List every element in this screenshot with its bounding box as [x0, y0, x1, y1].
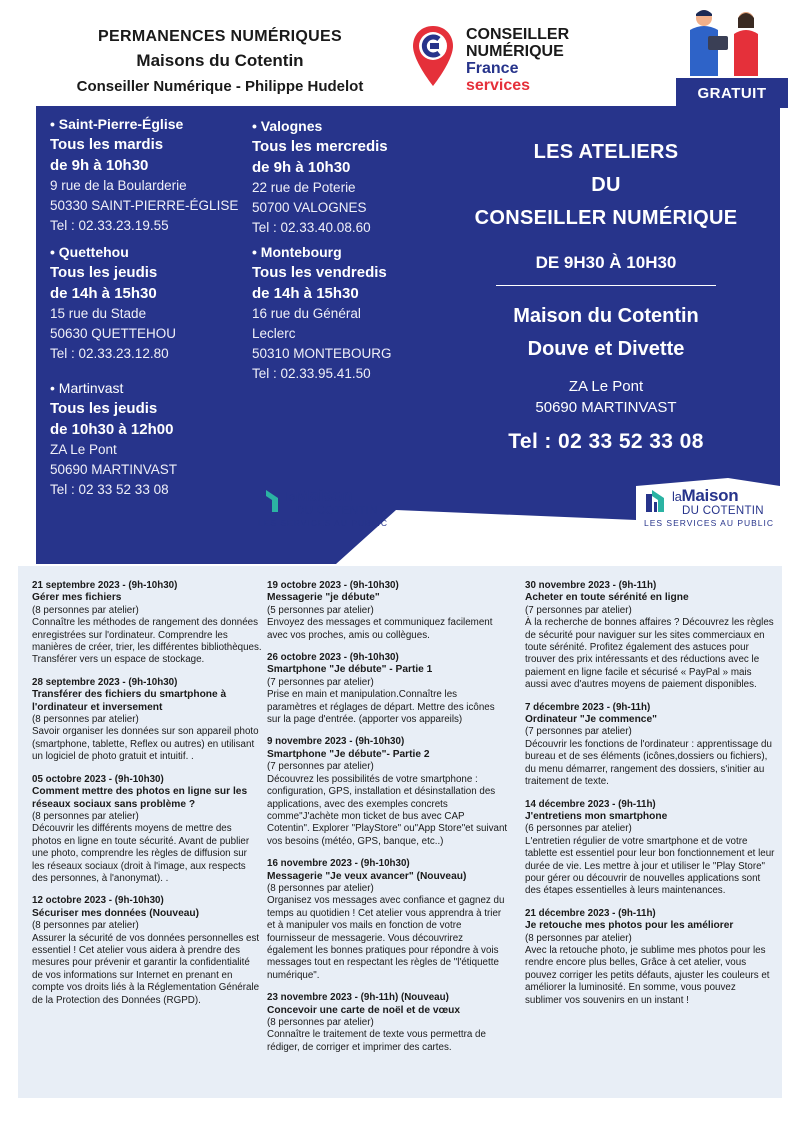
workshop-description: Découvrez les possibilités de votre smartphone : configuration, GPS, installation et désinstallation des applications, avec des exemples concrets comme"J'achète mon ticket de bus avec CAP Cotentin". Explorer "PlayStore" ou"App Store"et suivant vos besoins (météo, GPS, banque, etc..)	[267, 773, 508, 847]
logo-du-cotentin: DU COTENTIN	[682, 505, 764, 517]
bullet: •	[252, 244, 257, 260]
location-address-line: 9 rue de la Boularderie	[50, 178, 187, 193]
workshop-item	[32, 580, 262, 667]
workshop-date: 12 octobre 2023 - (9h-10h30)	[32, 895, 164, 907]
workshop-title: Messagerie "je débute"	[267, 592, 380, 604]
workshop-item	[525, 580, 775, 692]
location-address-line: 50330 SAINT-PIERRE-ÉGLISE	[50, 198, 239, 213]
workshop-capacity: (8 personnes par atelier)	[32, 810, 139, 822]
workshop-date: 28 septembre 2023 - (9h-10h30)	[32, 676, 178, 688]
workshops-section	[18, 566, 782, 1098]
workshop-description: Avec la retouche photo, je sublime mes photos pour les rendre encore plus belles, Grâce à cet atelier, vous pouvez corriger les petits défauts, ajuster les couleurs et améliorer la luminosité. En somme, vous pouvez sublimer vos souvenirs en un instant !	[525, 944, 770, 1006]
location-martinvast	[50, 378, 250, 500]
bullet: •	[50, 116, 55, 132]
location-address-line: 15 rue du Stade	[50, 306, 147, 321]
workshop-title: Acheter en toute sérénité en ligne	[525, 592, 689, 604]
workshop-item	[267, 652, 509, 726]
location-address-line: 50630 QUETTEHOU	[50, 326, 177, 341]
logo-tagline: LES SERVICES AU PUBLIC	[258, 518, 389, 528]
workshop-capacity: (8 personnes par atelier)	[32, 604, 139, 616]
location-hours: de 14h à 15h30	[252, 285, 359, 302]
location-tel: Tel : 02.33.95.41.50	[252, 366, 371, 381]
logo-maison: Maison	[681, 486, 739, 505]
location-address-line: Leclerc	[252, 326, 296, 341]
header-title-block	[60, 28, 380, 95]
logo-la: la	[672, 489, 682, 504]
location-name: Valognes	[260, 118, 323, 134]
logo-tagline: LES SERVICES AU PUBLIC	[644, 518, 775, 528]
map-pin-icon	[410, 24, 456, 88]
workshop-item	[32, 774, 262, 886]
workshop-item	[267, 736, 509, 848]
workshop-capacity: (7 personnes par atelier)	[267, 676, 374, 688]
maison-cotentin-logo-right	[644, 486, 784, 532]
workshop-date: 7 décembre 2023 - (9h-11h)	[525, 701, 651, 713]
workshop-description: Envoyez des messages et communiquez facilement avec vos proches, amis ou collègues.	[267, 617, 493, 641]
workshop-description: Savoir organiser les données sur son appareil photo (smartphone, tablette, Reflex ou autres) en utilisant un logiciel de photo gratuit et intuitif. .	[32, 726, 259, 763]
workshop-capacity: (7 personnes par atelier)	[525, 604, 632, 616]
workshop-title: Concevoir une carte de noël et de vœux	[267, 1004, 461, 1016]
workshop-date: 9 novembre 2023 - (9h-10h30)	[267, 736, 405, 748]
ateliers-time: DE 9H30 À 10H30	[535, 253, 677, 272]
header-line-3: Conseiller Numérique - Philippe Hudelot	[76, 78, 364, 95]
location-tel: Tel : 02.33.23.19.55	[50, 218, 169, 233]
location-tel: Tel : 02.33.23.12.80	[50, 346, 169, 361]
location-montebourg	[252, 242, 432, 384]
ateliers-title-1: LES ATELIERS	[533, 141, 679, 163]
workshop-title: Smartphone "Je débute" - Partie 1	[267, 664, 433, 676]
location-address-line: 22 rue de Poterie	[252, 180, 356, 195]
logo-line-1: CONSEILLER	[466, 26, 570, 43]
location-tel: Tel : 02.33.40.08.60	[252, 220, 371, 235]
ateliers-block	[436, 136, 776, 454]
workshop-title: Gérer mes fichiers	[32, 592, 122, 604]
header-line-1: PERMANENCES NUMÉRIQUES	[98, 28, 342, 45]
workshops-column-2	[267, 580, 509, 1064]
workshop-title: Ordinateur "Je commence"	[525, 714, 657, 726]
location-days: Tous les mardis	[50, 136, 164, 153]
workshop-item	[525, 702, 775, 789]
workshop-description: Connaître les méthodes de rangement des données enregistrées sur l'ordinateur. Comprendre les manières de créer, trier, les différentes bibliothèques. Transférer vers un espace de stockage.	[32, 617, 262, 666]
logo-du-cotentin: DU COTENTIN	[296, 505, 378, 517]
workshop-title: Messagerie "Je veux avancer" (Nouveau)	[267, 870, 467, 882]
workshop-title: J'entretiens mon smartphone	[525, 810, 668, 822]
workshop-capacity: (8 personnes par atelier)	[525, 932, 632, 944]
location-address-line: 50700 VALOGNES	[252, 200, 367, 215]
location-name: Montebourg	[260, 244, 342, 260]
location-days: Tous les mercredis	[252, 138, 388, 155]
workshop-capacity: (8 personnes par atelier)	[32, 920, 139, 932]
location-saint-pierre	[50, 114, 260, 236]
logo-line-4: services	[466, 77, 531, 94]
logo-text	[466, 26, 569, 94]
workshop-description: À la recherche de bonnes affaires ? Découvrez les règles de sécurité pour naviguer sur les sites commerciaux en toute sérénité. Profitez également des astuces pour trouver des prix intéressants et des réductions avec le paiement en ligne facile et sécurisé « PayPal » mais aussi avec d'autres moyens de paiement disponibles.	[525, 617, 774, 691]
workshop-date: 21 décembre 2023 - (9h-11h)	[525, 907, 656, 919]
workshop-capacity: (7 personnes par atelier)	[267, 761, 374, 773]
workshop-date: 16 novembre 2023 - (9h-10h30)	[267, 858, 410, 870]
ateliers-address-2: 50690 MARTINVAST	[535, 399, 677, 416]
workshop-item	[32, 677, 262, 764]
workshop-capacity: (8 personnes par atelier)	[32, 714, 139, 726]
maison-logo-icon	[258, 488, 282, 514]
bullet: •	[252, 118, 257, 134]
workshop-item	[32, 895, 262, 1007]
location-hours: de 10h30 à 12h00	[50, 421, 174, 438]
conseiller-numerique-logo	[410, 24, 590, 104]
workshop-title: Smartphone "Je débute"- Partie 2	[267, 748, 430, 760]
workshop-description: Assurer la sécurité de vos données personnelles est essentiel ! Cet atelier vous aidera à prendre des mesures pour prévenir et garantir la confidentialité de vos informations sur Internet en prenant en compte vos droits liés à la Réglementation Générale de la Protection des Données (RGPD).	[32, 932, 260, 1006]
workshop-date: 26 octobre 2023 - (9h-10h30)	[267, 652, 399, 664]
workshop-title: Je retouche mes photos pour les améliorer	[525, 920, 734, 932]
ateliers-tel: Tel : 02 33 52 33 08	[508, 430, 704, 453]
ateliers-place-2: Douve et Divette	[527, 338, 685, 360]
location-days: Tous les vendredis	[252, 264, 387, 281]
location-days: Tous les jeudis	[50, 264, 158, 281]
workshop-title: Comment mettre des photos en ligne sur les réseaux sociaux sans problème ?	[32, 786, 248, 810]
logo-wordmark	[286, 486, 352, 506]
location-hours: de 9h à 10h30	[50, 157, 149, 174]
workshops-column-3	[525, 580, 775, 1017]
free-badge: GRATUIT	[676, 78, 788, 108]
workshop-capacity: (6 personnes par atelier)	[525, 823, 632, 835]
workshop-item	[525, 908, 775, 1007]
ateliers-address-1: ZA Le Pont	[568, 378, 644, 395]
location-hours: de 14h à 15h30	[50, 285, 157, 302]
workshop-date: 14 décembre 2023 - (9h-11h)	[525, 798, 656, 810]
location-valognes	[252, 116, 432, 238]
header-line-2: Maisons du Cotentin	[136, 51, 304, 70]
maison-logo-icon	[644, 488, 668, 514]
workshop-capacity: (8 personnes par atelier)	[267, 1017, 374, 1028]
logo-line-2: NUMÉRIQUE	[466, 43, 564, 60]
location-quettehou	[50, 242, 250, 364]
logo-wordmark	[672, 486, 738, 506]
workshop-date: 19 octobre 2023 - (9h-10h30)	[267, 580, 399, 591]
workshop-description: Prise en main et manipulation.Connaître les paramètres et réglages de départ. Mettre des icônes sur la page d'entrée. (apporter vos appareils)	[267, 689, 495, 726]
maison-cotentin-logo-left	[258, 486, 398, 532]
workshop-item	[525, 799, 775, 898]
workshop-item	[267, 858, 509, 982]
logo-la: la	[286, 489, 296, 504]
location-tel: Tel : 02 33 52 33 08	[50, 482, 169, 497]
bullet: •	[50, 380, 55, 396]
ateliers-place-1: Maison du Cotentin	[513, 305, 699, 327]
workshop-date: 30 novembre 2023 - (9h-11h)	[525, 580, 657, 591]
ateliers-title-3: CONSEILLER NUMÉRIQUE	[474, 207, 738, 229]
workshop-title: Transférer des fichiers du smartphone à l'ordinateur et inversement	[32, 689, 227, 713]
workshop-capacity: (5 personnes par atelier)	[267, 604, 374, 616]
location-address-line: 50690 MARTINVAST	[50, 462, 178, 477]
workshop-date: 21 septembre 2023 - (9h-10h30)	[32, 580, 178, 591]
bullet: •	[50, 244, 55, 260]
divider	[496, 285, 716, 286]
location-address-line: ZA Le Pont	[50, 442, 117, 457]
workshop-description: Découvrir les différents moyens de mettre des photos en ligne en toute sécurité. Avant de publier une photo, comprendre les règles de diffusion sur les réseaux sociaux (droit à l'image, aux respects des personnes, à l'anonymat). .	[32, 823, 250, 884]
location-name: Quettehou	[58, 244, 129, 260]
workshop-item	[267, 992, 509, 1054]
location-days: Tous les jeudis	[50, 400, 158, 417]
location-address-line: 16 rue du Général	[252, 306, 361, 321]
workshops-column-1	[32, 580, 262, 1017]
workshop-capacity: (8 personnes par atelier)	[267, 882, 374, 894]
location-hours: de 9h à 10h30	[252, 159, 351, 176]
ateliers-title-2: DU	[591, 174, 621, 196]
location-name: Martinvast	[58, 380, 124, 396]
location-name: Saint-Pierre-Église	[58, 116, 184, 132]
workshop-description: Découvrir les fonctions de l'ordinateur : apprentissage du bureau et de ses éléments (icônes,dossiers ou fichiers), du menu démarrer, rangement des dossiers, s'initier au traitement de texte.	[525, 738, 772, 788]
people-illustration-icon	[678, 6, 770, 76]
workshop-item	[267, 580, 509, 642]
workshop-capacity: (7 personnes par atelier)	[525, 726, 632, 738]
workshop-description: Connaître le traitement de texte vous permettra de rédiger, de corriger et imprimer des cartes.	[267, 1029, 486, 1053]
workshop-date: 23 novembre 2023 - (9h-11h) (Nouveau)	[267, 992, 449, 1004]
workshop-description: Organisez vos messages avec confiance et gagnez du temps au quotidien ! Cet atelier vous apprendra à trier et à manipuler vos mails en fonction de votre fournisseur de messagerie. Vous découvrirez également les bonnes pratiques pour répondre à vois messages tout en respectant les règles de "l'étiquette numérique".	[267, 895, 505, 981]
workshop-title: Sécuriser mes données (Nouveau)	[32, 907, 200, 919]
workshop-description: L'entretien régulier de votre smartphone et de votre tablette est essentiel pour leur bon fonctionnement et leur durée de vie. Les mettre à jour et utiliser le "Play Store" pour gérer ou découvrir de nouvelles applications sont des étapes essentielles à leurs maintenances.	[525, 835, 775, 897]
logo-line-3: France	[466, 60, 519, 77]
logo-maison: Maison	[295, 486, 353, 505]
workshop-date: 05 octobre 2023 - (9h-10h30)	[32, 773, 164, 785]
location-address-line: 50310 MONTEBOURG	[252, 346, 392, 361]
